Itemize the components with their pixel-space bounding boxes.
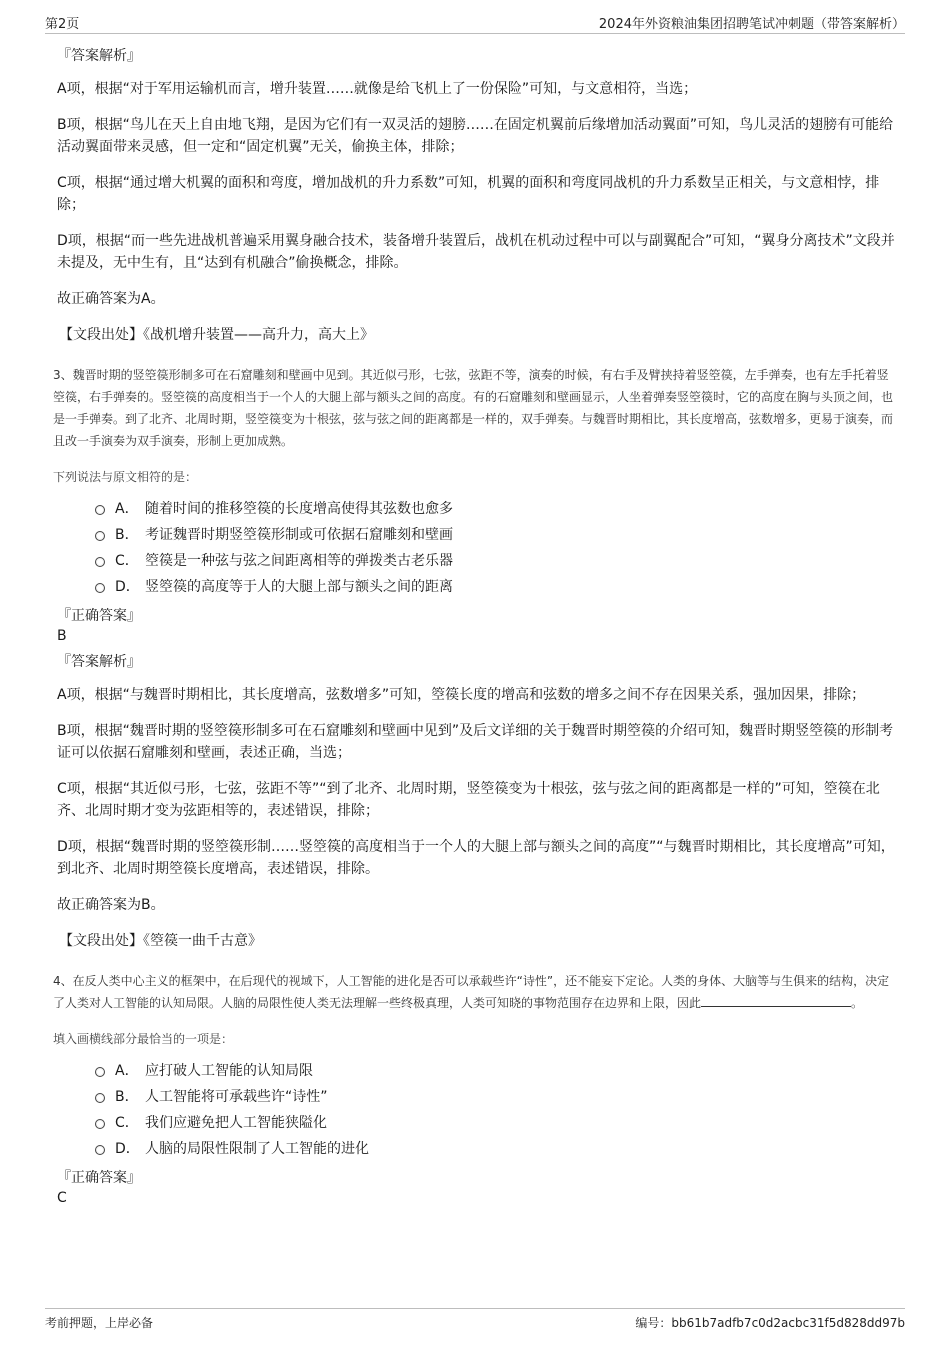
option-d[interactable]: D． 人脑的局限性限制了人工智能的进化 <box>95 1136 895 1162</box>
page-content <box>55 40 895 1208</box>
option-a[interactable]: A． 应打破人工智能的认知局限 <box>95 1058 895 1084</box>
conclusion: 故正确答案为B。 <box>57 897 165 913</box>
option-b[interactable]: B． 人工智能将可承载些许“诗性” <box>95 1084 895 1110</box>
option-d[interactable]: D． 竖箜篌的高度等于人的大腿上部与额头之间的距离 <box>95 574 895 600</box>
source-label: 【文段出处】 <box>59 327 143 343</box>
radio-icon[interactable] <box>95 531 105 541</box>
question-3-options <box>95 496 895 600</box>
source-label: 【文段出处】 <box>59 933 143 949</box>
radio-icon[interactable] <box>95 557 105 567</box>
analysis-item-a: A项，根据“与魏晋时期相比，其长度增高，弦数增多”可知，箜篌长度的增高和弦数的增多之间不存在因果关系，强加因果，排除； <box>57 687 866 703</box>
answer-label: 『正确答案』 <box>57 608 141 624</box>
analysis-item-d: D项，根据“魏晋时期的竖箜篌形制……竖箜篌的高度相当于一个人的大腿上部与额头之间的高度”“与魏晋时期相比，其长度增高”可知，到北齐、北周时期箜篌长度增高，表述错误，排除。 <box>57 839 895 877</box>
analysis-item-b: B项，根据“魏晋时期的竖箜篌形制多可在石窟雕刻和壁画中见到”及后文详细的关于魏晋时期箜篌的介绍可知，魏晋时期竖箜篌的形制考证可以依据石窟雕刻和壁画，表述正确，当选； <box>57 723 894 761</box>
analysis-item-d: D项，根据“而一些先进战机普遍采用翼身融合技术，装备增升装置后，战机在机动过程中可以与副翼配合”可知，“翼身分离技术”文段并未提及，无中生有，且“达到有机融合”偷换概念，排除。 <box>57 233 895 271</box>
footer-slogan: 考前押题，上岸必备 <box>45 1316 154 1330</box>
analysis-item-c: C项，根据“其近似弓形，七弦，弦距不等”“到了北齐、北周时期，竖箜篌变为十根弦，弦与弦之间的距离都是一样的”可知，箜篌在北齐、北周时期才变为弦距相等的，表述错误，排除； <box>57 781 880 819</box>
radio-icon[interactable] <box>95 1067 105 1077</box>
answer-label: 『正确答案』 <box>57 1170 141 1186</box>
question-4-stem: 4、在反人类中心主义的框架中，在后现代的视域下，人工智能的进化是否可以承载些许“诗性”，还不能妄下定论。人类的身体、大脑等与生俱来的结构，决定了人类对人工智能的认知局限。人脑的局限性使人类无法理解一些终极真理，人类可知晓的事物范围存在边界和上限，因此 。 <box>53 974 890 1010</box>
analysis-item-c: C项，根据“通过增大机翼的面积和弯度，增加战机的升力系数”可知，机翼的面积和弯度同战机的升力系数呈正相关，与文意相悖，排除； <box>57 175 880 213</box>
question-3-prompt: 下列说法与原文相符的是： <box>53 470 198 484</box>
question-4-prompt: 填入画横线部分最恰当的一项是： <box>53 1032 234 1046</box>
analysis-item-b: B项，根据“鸟儿在天上自由地飞翔，是因为它们有一双灵活的翅膀……在固定机翼前后缘增加活动翼面”可知，鸟儿灵活的翅膀有可能给活动翼面带来灵感，但一定和“固定机翼”无关，偷换主体，排除； <box>57 117 894 155</box>
radio-icon[interactable] <box>95 1093 105 1103</box>
radio-icon[interactable] <box>95 1145 105 1155</box>
page-header <box>45 13 905 34</box>
source-citation <box>59 324 895 346</box>
analysis-item-a: A项，根据“对于军用运输机而言，增升装置……就像是给飞机上了一份保险”可知，与文意相符，当选； <box>57 81 698 97</box>
page-number: 第2页 <box>45 17 80 32</box>
conclusion: 故正确答案为A。 <box>57 291 165 307</box>
source-title: 《箜篌一曲千古意》 <box>143 933 262 949</box>
question-3-stem: 3、魏晋时期的竖箜篌形制多可在石窟雕刻和壁画中见到。其近似弓形，七弦，弦距不等，演奏的时候，有右手及臂挟持着竖箜篌，左手弹奏，也有左手托着竖箜篌，右手弹奏的。竖箜篌的高度相当于一个人的大腿上部与额头之间的高度。有的石窟雕刻和壁画显示，人坐着弹奏竖箜篌时，它的高度在胸与头顶之间，也是一手弹奏。到了北齐、北周时期，竖箜篌变为十根弦，弦与弦之间的距离都是一样的，双手弹奏。与魏晋时期相比，其长度增高，弦数增多，更易于演奏，而且改一手演奏为双手演奏，形制上更加成熟。 <box>53 368 894 448</box>
option-c[interactable]: C． 我们应避免把人工智能狭隘化 <box>95 1110 895 1136</box>
document-title: 2024年外资粮油集团招聘笔试冲刺题（带答案解析） <box>598 17 905 32</box>
option-b[interactable]: B． 考证魏晋时期竖箜篌形制或可依据石窟雕刻和壁画 <box>95 522 895 548</box>
radio-icon[interactable] <box>95 583 105 593</box>
radio-icon[interactable] <box>95 1119 105 1129</box>
option-c[interactable]: C． 箜篌是一种弦与弦之间距离相等的弹拨类古老乐器 <box>95 548 895 574</box>
fill-blank <box>701 994 851 1007</box>
correct-answer: B <box>57 628 67 644</box>
radio-icon[interactable] <box>95 505 105 515</box>
option-a[interactable]: A． 随着时间的推移箜篌的长度增高使得其弦数也愈多 <box>95 496 895 522</box>
document-code: 编号：bb61b7adfb7c0d2acbc31f5d828dd97b <box>635 1316 905 1330</box>
analysis-label: 『答案解析』 <box>57 48 141 64</box>
page-footer <box>45 1308 905 1331</box>
source-citation <box>59 930 895 952</box>
analysis-label: 『答案解析』 <box>57 654 141 670</box>
question-4-options <box>95 1058 895 1162</box>
source-title: 《战机增升装置——高升力，高大上》 <box>143 327 374 343</box>
correct-answer: C <box>57 1190 67 1206</box>
